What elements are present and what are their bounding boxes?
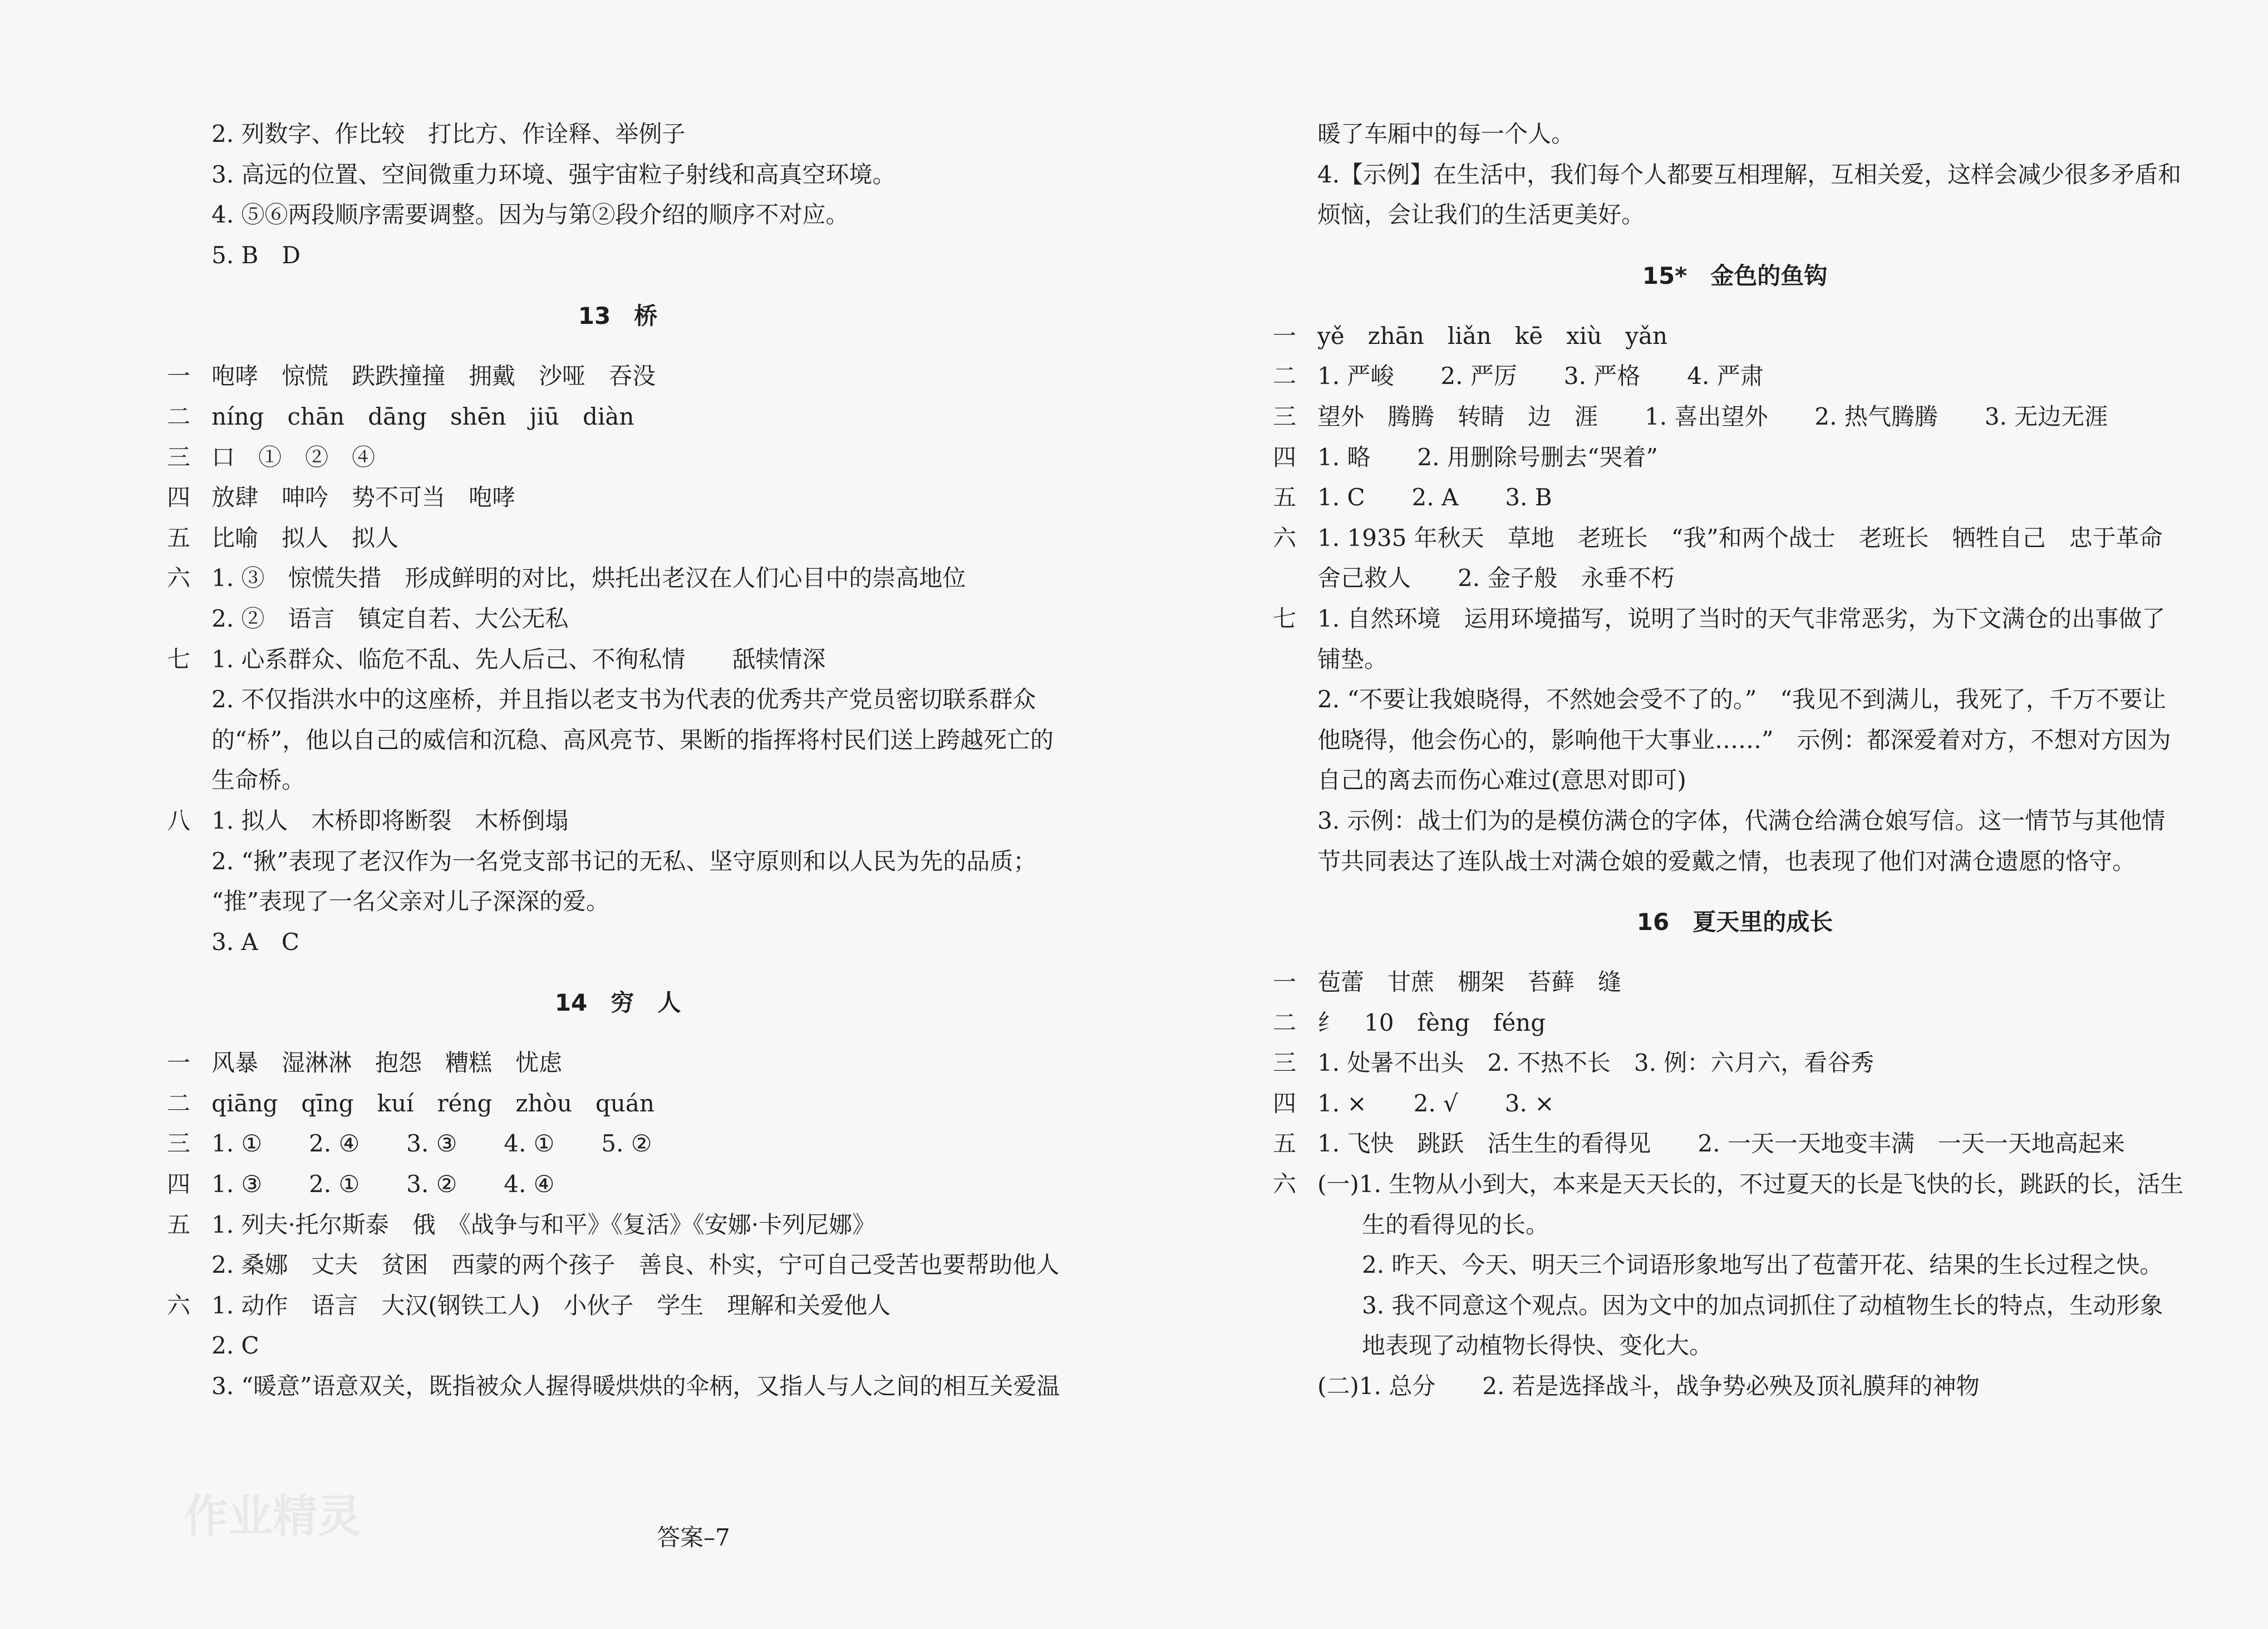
answer-line (1273, 841, 2197, 882)
question-number: 六 (1273, 524, 1297, 552)
question-number: 七 (167, 645, 191, 673)
answer-text: 自己的离去而伤心难过(意思对即可) (1317, 766, 1686, 794)
answer-line (1273, 1286, 2197, 1326)
answer-line (1273, 195, 2197, 235)
section-heading: 16 夏天里的成长 (1636, 908, 1833, 936)
left-answer-column (167, 114, 1069, 1407)
question-number: 五 (1273, 1130, 1297, 1158)
answer-line (167, 680, 1069, 720)
answer-line (1273, 801, 2197, 841)
answer-text: qiāng qīng kuí réng zhòu quán (211, 1089, 655, 1117)
answer-line (1273, 1003, 2197, 1044)
answer-text: 5. B D (211, 241, 301, 269)
answer-text: 1. 略 2. 用删除号删去“哭着” (1317, 443, 1658, 471)
question-number: 六 (1273, 1170, 1297, 1198)
answer-line (167, 1124, 1069, 1164)
answer-text: 1. 自然环境 运用环境描写，说明了当时的天气非常恶劣，为下文满仓的出事做了 (1317, 604, 2166, 632)
answer-line (167, 1084, 1069, 1124)
answer-text: 1. 严峻 2. 严厉 3. 严格 4. 严肃 (1317, 362, 1764, 390)
question-number: 三 (1273, 1049, 1297, 1077)
answer-text: 的“桥”，他以自己的威信和沉稳、高风亮节、果断的指挥将村民们送上跨越死亡的 (211, 726, 1054, 754)
answer-line (1273, 316, 2197, 357)
answer-line (167, 639, 1069, 680)
answer-line (167, 922, 1069, 963)
answer-line (167, 195, 1069, 235)
answer-line (167, 235, 1069, 276)
answer-line (167, 558, 1069, 599)
answer-text: 3. 示例：战士们为的是模仿满仓的字体，代满仓给满仓娘写信。这一情节与其他情 (1317, 806, 2166, 834)
answer-text: 3. “暖意”语意双关，既指被众人握得暖烘烘的伞柄，又指人与人之间的相互关爱温 (211, 1372, 1060, 1400)
question-number: 一 (167, 1049, 191, 1077)
answer-text: 1. 处暑不出头 2. 不热不长 3. 例：六月六，看谷秀 (1317, 1049, 1875, 1077)
answer-text: níng chān dāng shēn jiū diàn (211, 402, 634, 430)
answer-text: 2. “不要让我娘晓得，不然她会受不了的。” “我见不到满儿，我死了，千万不要让 (1317, 686, 2166, 713)
answer-line (167, 1205, 1069, 1246)
answer-text: 他晓得，他会伤心的，影响他干大事业……” 示例：都深爱着对方，不想对方因为 (1317, 726, 2171, 754)
question-number: 四 (167, 484, 191, 511)
answer-line (167, 518, 1069, 559)
question-number: 六 (167, 564, 191, 592)
answer-text: 2. ② 语言 镇定自若、大公无私 (211, 604, 569, 632)
answer-line (167, 882, 1069, 922)
answer-text: 舍己救人 2. 金子般 永垂不朽 (1317, 564, 1675, 592)
answer-line (1273, 356, 2197, 397)
answer-line (167, 155, 1069, 195)
section-heading: 15* 金色的鱼钩 (1642, 262, 1828, 289)
answer-line (167, 397, 1069, 437)
answer-line (167, 1326, 1069, 1366)
question-number: 四 (1273, 1089, 1297, 1117)
question-number: 一 (1273, 968, 1297, 996)
answer-text: 烦恼，会让我们的生活更美好。 (1317, 201, 1645, 229)
answer-text: 4. ⑤⑥两段顺序需要调整。因为与第②段介绍的顺序不对应。 (211, 201, 849, 229)
answer-line (167, 437, 1069, 478)
answer-line (1273, 639, 2197, 680)
answer-text: 2. “揪”表现了老汉作为一名党支部书记的无私、坚守原则和以人民为先的品质； (211, 847, 1037, 875)
answer-text: 2. C (211, 1332, 259, 1360)
answer-line (1273, 1245, 2197, 1286)
question-number: 二 (1273, 362, 1297, 390)
answer-text: 1. ③ 惊慌失措 形成鲜明的对比，烘托出老汉在人们心目中的崇高地位 (211, 564, 966, 592)
right-page (1134, 0, 2268, 1629)
question-number: 二 (167, 402, 191, 430)
right-answer-column (1273, 114, 2197, 1407)
question-number: 一 (167, 362, 191, 390)
answer-text: 口 ① ② ④ (211, 443, 376, 471)
answer-text: 放肆 呻吟 势不可当 咆哮 (211, 484, 516, 511)
section-heading: 13 桥 (578, 302, 658, 330)
answer-text: 2. 不仅指洪水中的这座桥，并且指以老支书为代表的优秀共产党员密切联系群众 (211, 686, 1036, 713)
answer-text: 3. A C (211, 928, 299, 956)
answer-text: 生命桥。 (211, 766, 306, 794)
answer-text: 望外 腾腾 转睛 边 涯 1. 喜出望外 2. 热气腾腾 3. 无边无涯 (1317, 402, 2108, 430)
answer-line (167, 478, 1069, 518)
answer-line (167, 114, 1069, 155)
watermark-logo: 作业精灵 (184, 1490, 362, 1542)
answer-text: 1. 动作 语言 大汉(钢铁工人) 小伙子 学生 理解和关爱他人 (211, 1291, 891, 1319)
answer-line (1273, 437, 2197, 478)
answer-line (167, 720, 1069, 761)
answer-text: 生的看得见的长。 (1362, 1210, 1549, 1238)
question-number: 六 (167, 1291, 191, 1319)
question-number: 七 (1273, 604, 1297, 632)
answer-text: 咆哮 惊慌 跌跌撞撞 拥戴 沙哑 吞没 (211, 362, 656, 390)
answer-line (1273, 760, 2197, 801)
answer-text: 1. ③ 2. ① 3. ② 4. ④ (211, 1170, 555, 1198)
answer-text: 1. 心系群众、临危不乱、先人后己、不徇私情 舐犊情深 (211, 645, 826, 673)
page-number-left: 答案–7 (657, 1524, 730, 1551)
answer-line (1273, 518, 2197, 559)
answer-line (167, 1366, 1069, 1407)
answer-text: 2. 昨天、今天、明天三个词语形象地写出了苞蕾开花、结果的生长过程之快。 (1362, 1251, 2163, 1279)
answer-line (1273, 1366, 2197, 1407)
answer-text: 2. 列数字、作比较 打比方、作诠释、举例子 (211, 120, 686, 147)
answer-line (1273, 1084, 2197, 1124)
answer-line (167, 841, 1069, 882)
answer-text: (二)1. 总分 2. 若是选择战斗，战争势必殃及顶礼膜拜的神物 (1317, 1372, 1980, 1400)
answer-text: (一)1. 生物从小到大，本来是天天长的，不过夏天的长是飞快的长，跳跃的长，活生 (1317, 1170, 2184, 1198)
answer-text: 1. 1935 年秋天 草地 老班长 “我”和两个战士 老班长 牺牲自己 忠于革命 (1317, 524, 2163, 552)
question-number: 五 (167, 524, 191, 552)
question-number: 一 (1273, 322, 1297, 350)
answer-line (1273, 680, 2197, 720)
answer-text: 1. 列夫·托尔斯泰 俄 《战争与和平》《复活》《安娜·卡列尼娜》 (211, 1210, 876, 1238)
answer-text: 节共同表达了连队战士对满仓娘的爱戴之情，也表现了他们对满仓遗愿的恪守。 (1317, 847, 2136, 875)
answer-line (1273, 1326, 2197, 1366)
question-number: 四 (167, 1170, 191, 1198)
question-number: 三 (167, 1130, 191, 1158)
answer-text: 纟 10 fèng féng (1317, 1008, 1546, 1036)
answer-line (1273, 114, 2197, 155)
answer-line (167, 1043, 1069, 1084)
answer-text: 苞蕾 甘蔗 棚架 苔藓 缝 (1317, 968, 1622, 996)
question-number: 二 (167, 1089, 191, 1117)
answer-line (167, 801, 1069, 841)
answer-text: 地表现了动植物长得快、变化大。 (1362, 1332, 1713, 1360)
answer-line (167, 760, 1069, 801)
answer-text: yě zhān liǎn kē xiù yǎn (1317, 322, 1668, 350)
answer-text: 1. C 2. A 3. B (1317, 484, 1552, 511)
answer-text: 铺垫。 (1317, 645, 1388, 673)
answer-line (1273, 1124, 2197, 1164)
question-number: 四 (1273, 443, 1297, 471)
answer-text: 4.【示例】在生活中，我们每个人都要互相理解，互相关爱，这样会减少很多矛盾和 (1317, 160, 2182, 188)
answer-line (1273, 1205, 2197, 1246)
answer-text: 3. 我不同意这个观点。因为文中的加点词抓住了动植物生长的特点，生动形象 (1362, 1291, 2163, 1319)
answer-text: 3. 高远的位置、空间微重力环境、强宇宙粒子射线和高真空环境。 (211, 160, 896, 188)
answer-text: 比喻 拟人 拟人 (211, 524, 399, 552)
answer-text: 1. × 2. √ 3. × (1317, 1089, 1554, 1117)
section-heading: 14 穷 人 (554, 989, 681, 1017)
answer-line (1273, 558, 2197, 599)
answer-line (167, 356, 1069, 397)
question-number: 五 (167, 1210, 191, 1238)
answer-line (1273, 478, 2197, 518)
answer-line (1273, 155, 2197, 195)
answer-line (167, 1245, 1069, 1286)
question-number: 二 (1273, 1008, 1297, 1036)
answer-line (1273, 397, 2197, 437)
question-number: 三 (1273, 402, 1297, 430)
answer-text: 2. 桑娜 丈夫 贫困 西蒙的两个孩子 善良、朴实，宁可自己受苦也要帮助他人 (211, 1251, 1060, 1279)
question-number: 八 (167, 806, 191, 834)
answer-text: 1. 飞快 跳跃 活生生的看得见 2. 一天一天地变丰满 一天一天地高起来 (1317, 1130, 2125, 1158)
answer-line (1273, 962, 2197, 1003)
answer-text: 1. ① 2. ④ 3. ③ 4. ① 5. ② (211, 1130, 652, 1158)
answer-line (167, 1286, 1069, 1326)
answer-text: 风暴 湿淋淋 抱怨 糟糕 忧虑 (211, 1049, 563, 1077)
answer-line (167, 1164, 1069, 1205)
answer-text: “推”表现了一名父亲对儿子深深的爱。 (211, 888, 609, 916)
answer-line (1273, 720, 2197, 761)
answer-line (1273, 1164, 2197, 1205)
answer-text: 暖了车厢中的每一个人。 (1317, 120, 1575, 147)
answer-line (1273, 1043, 2197, 1084)
answer-text: 1. 拟人 木桥即将断裂 木桥倒塌 (211, 806, 569, 834)
question-number: 三 (167, 443, 191, 471)
question-number: 五 (1273, 484, 1297, 511)
answer-line (167, 599, 1069, 639)
answer-line (1273, 599, 2197, 639)
